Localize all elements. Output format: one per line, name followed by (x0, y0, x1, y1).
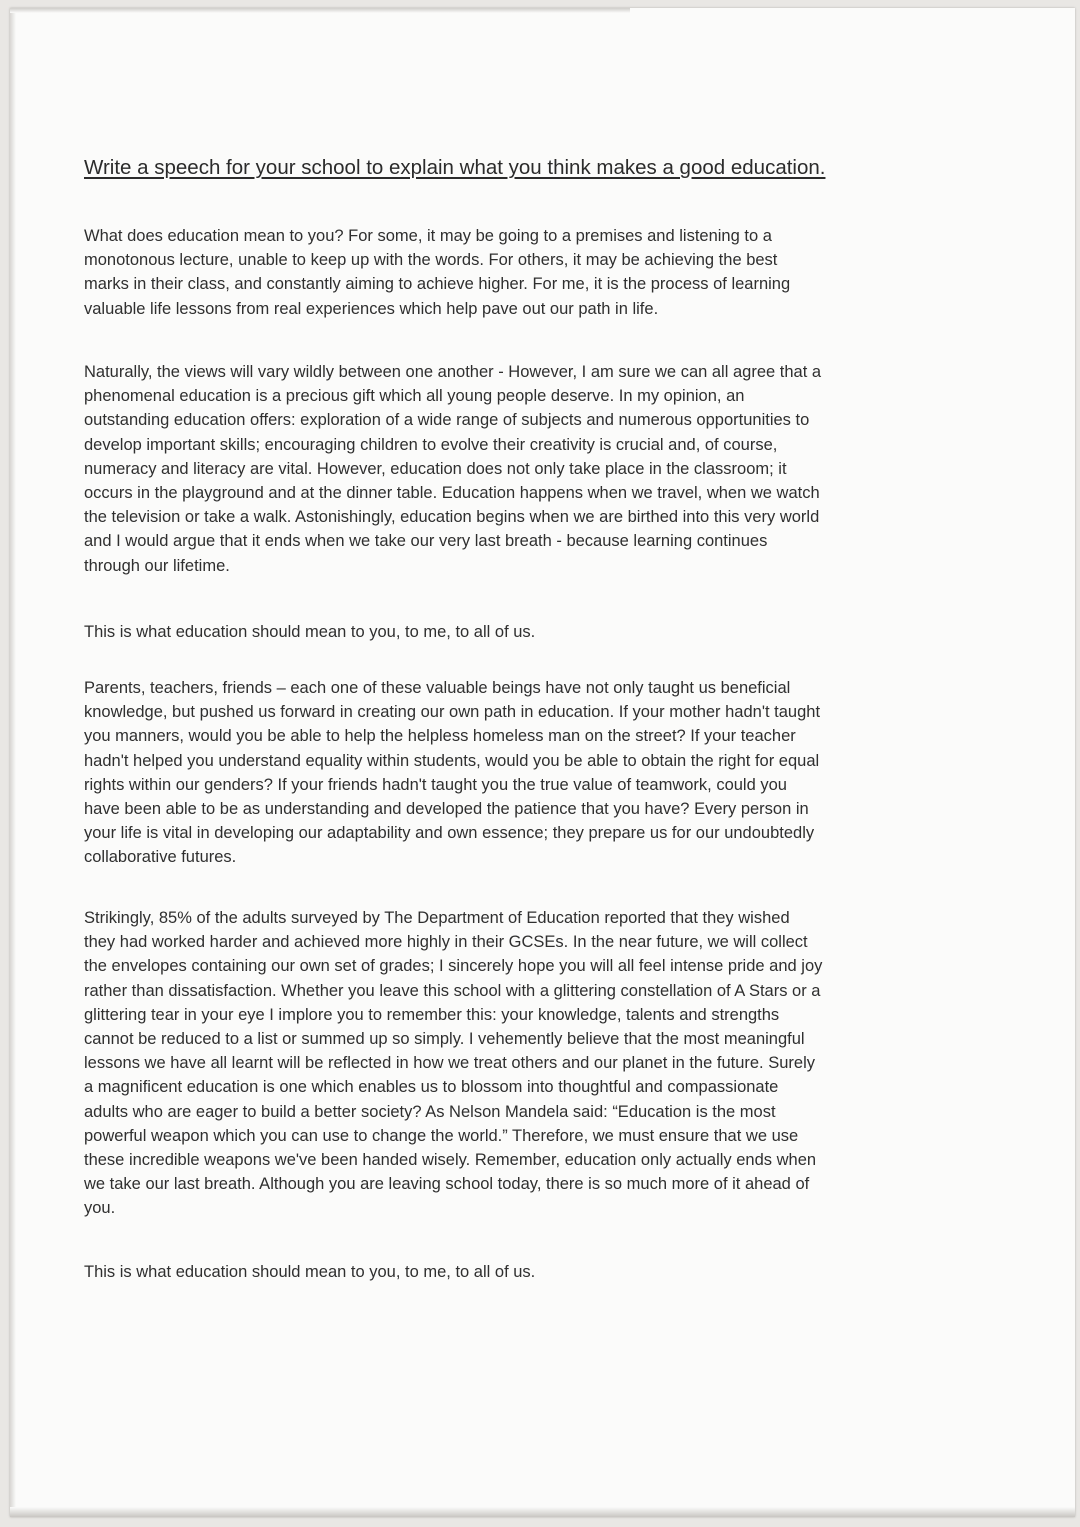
text-line: powerful weapon which you can use to change the world.” Therefore, we must ensure that we use (84, 1126, 799, 1145)
paragraph-intro (84, 224, 984, 321)
text-line: adults who are eager to build a better society? As Nelson Mandela said: “Education is the most (84, 1102, 776, 1121)
text-line: glittering tear in your eye I implore you to remember this: your knowledge, talents and strengths (84, 1005, 780, 1024)
text-line: This is what education should mean to you, to me, to all of us. (84, 1263, 536, 1281)
paper-top-edge (10, 8, 630, 13)
text-line: Naturally, the views will vary wildly between one another - However, I am sure we can all agree that a (84, 363, 822, 381)
text-line: monotonous lecture, unable to keep up with the words. For others, it may be achieving the best (84, 251, 778, 270)
text-line: knowledge, but pushed us forward in creating our own path in education. If your mother hadn't taught (84, 703, 821, 722)
text-line: valuable life lessons from real experiences which help pave out our path in life. (84, 299, 659, 318)
paragraph-gcses (84, 906, 984, 1221)
text-line: cannot be reduced to a list or summed up so simply. I vehemently believe that the most meaningful (84, 1030, 805, 1049)
text-line: collaborative futures. (84, 848, 237, 867)
text-line: these incredible weapons we've been handed wisely. Remember, education only actually ends when (84, 1151, 817, 1170)
text-line: the envelopes containing our own set of grades; I sincerely hope you will all feel intense pride and joy (84, 957, 823, 976)
text-line: occurs in the playground and at the dinner table. Education happens when we travel, when we watch (84, 484, 820, 503)
text-line: What does education mean to you? For some, it may be going to a premises and listening to a (84, 227, 772, 245)
text-line: rather than dissatisfaction. Whether you leave this school with a glittering constellation of A Stars or a (84, 981, 821, 1000)
paper-bottom-edge (10, 1507, 1075, 1517)
text-line: develop important skills; encouraging children to evolve their creativity is crucial and, of course, (84, 435, 778, 454)
speech-title: Write a speech for your school to explain what you think makes a good education. (84, 156, 826, 179)
text-line: Strikingly, 85% of the adults surveyed by The Department of Education reported that they wished (84, 909, 790, 927)
text-line: you manners, would you be able to help the helpless homeless man on the street? If your teacher (84, 727, 796, 746)
text-line: through our lifetime. (84, 556, 230, 575)
paragraph-refrain-2 (84, 1260, 984, 1284)
text-line: rights within our genders? If your friends hadn't taught you the true value of teamwork, could you (84, 775, 787, 794)
paragraph-views (84, 360, 984, 578)
paragraph-refrain-1 (84, 620, 984, 644)
text-line: you. (84, 1199, 116, 1218)
text-line: the television or take a walk. Astonishingly, education begins when we are birthed into this very world (84, 508, 820, 527)
text-line: lessons we have all learnt will be reflected in how we treat others and our planet in the future. Surely (84, 1054, 815, 1073)
text-line: have been able to be as understanding and developed the patience that you have? Every person in (84, 800, 809, 819)
text-line: hadn't helped you understand equality within students, would you be able to obtain the right for equal (84, 751, 820, 770)
text-line: your life is vital in developing our adaptability and own essence; they prepare us for our undoubtedly (84, 824, 815, 843)
text-line: and I would argue that it ends when we take our very last breath - because learning continues (84, 532, 768, 551)
text-line: they had worked harder and achieved more highly in their GCSEs. In the near future, we will collect (84, 933, 808, 952)
paper-left-edge (10, 8, 16, 1517)
text-line: marks in their class, and constantly aiming to achieve higher. For me, it is the process of learning (84, 275, 791, 294)
text-line: we take our last breath. Although you are leaving school today, there is so much more of it ahead of (84, 1175, 810, 1194)
text-line: outstanding education offers: exploration of a wide range of subjects and numerous opportunities to (84, 411, 810, 430)
text-line: a magnificent education is one which enables us to blossom into thoughtful and compassionate (84, 1078, 779, 1097)
text-line: phenomenal education is a precious gift which all young people deserve. In my opinion, an (84, 387, 745, 406)
text-line: Parents, teachers, friends – each one of these valuable beings have not only taught us beneficial (84, 679, 791, 697)
text-line: This is what education should mean to you, to me, to all of us. (84, 623, 536, 641)
paragraph-people (84, 676, 984, 870)
text-line: numeracy and literacy are vital. However, education does not only take place in the classroom; it (84, 459, 787, 478)
